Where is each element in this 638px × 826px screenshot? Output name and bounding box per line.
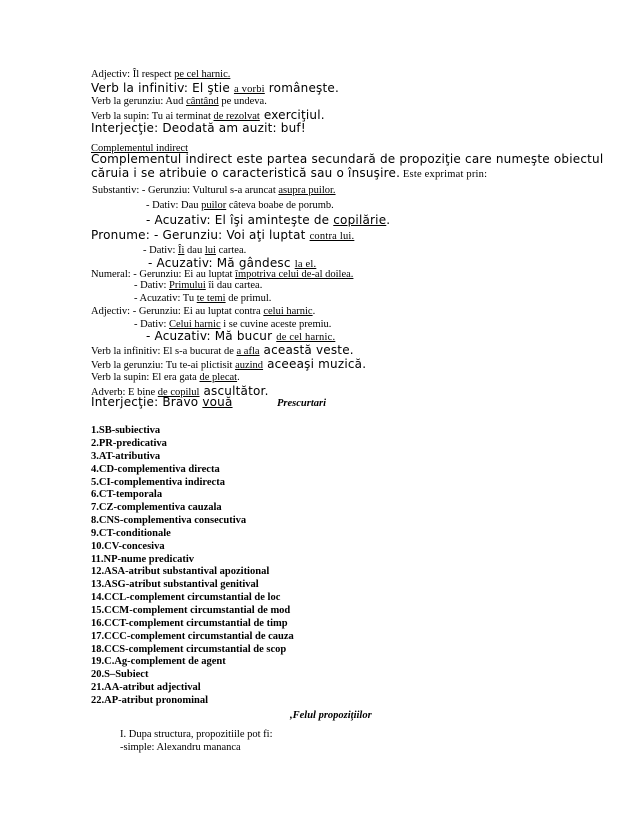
pronume-acuzativ: - Acuzativ: Mă gândesc la el.: [148, 256, 317, 270]
numeral-acuzativ: - Acuzativ: Tu te temi de primul.: [134, 293, 272, 304]
example-verb-infinitiv: Verb la infinitiv: El ştie a vorbi româneşte.: [91, 81, 340, 95]
list-item: 7.CZ-complementiva cauzala: [91, 502, 222, 513]
adjectiv-dativ: - Dativ: Celui harnic i se cuvine aceste premiu.: [134, 319, 332, 330]
list-item: 4.CD-complementiva directa: [91, 464, 220, 475]
example-verb-gerunziu: Verb la gerunziu: Aud cântând pe undeva.: [91, 96, 267, 107]
ci-verb-gerunziu: Verb la gerunziu: Tu te-ai plictisit auzind aceeaşi muzică.: [91, 357, 367, 371]
pronume-gerunziu: Pronume: - Gerunziu: Voi aţi luptat contra lui.: [91, 228, 355, 242]
adjectiv-acuzativ: - Acuzativ: Mă bucur de cel harnic.: [146, 329, 336, 343]
ci-adverb: Adverb: E bine de copilul ascultător.: [91, 384, 269, 398]
list-item: 16.CCT-complement circumstantial de timp: [91, 618, 288, 629]
list-item: 19.C.Ag-complement de agent: [91, 656, 226, 667]
section-heading-complementul-indirect: Complementul indirect: [91, 143, 189, 154]
example-verb-supin: Verb la supin: Tu ai terminat de rezolvat exerciţiul.: [91, 108, 325, 122]
definition-line-1: Complementul indirect este partea secundară de propoziţie care numeşte obiectul: [91, 152, 604, 166]
list-item: 18.CCS-complement circumstantial de scop: [91, 644, 287, 655]
ci-verb-supin: Verb la supin: El era gata de plecat.: [91, 372, 240, 383]
heading-felul-propozitiilor: ,Felul propoziţiilor: [290, 710, 372, 721]
ci-verb-infinitiv: Verb la infinitiv: El s-a bucurat de a afla această veste.: [91, 343, 354, 357]
adjectiv-gerunziu: Adjectiv: - Gerunziu: Ei au luptat contra celui harnic.: [91, 306, 316, 317]
ci-interjectie: Interjecţie: Bravo vouă: [91, 395, 233, 409]
list-item: 10.CV-concesiva: [91, 541, 165, 552]
substantiv-gerunziu: Substantiv: - Gerunziu: Vulturul s-a aruncat asupra puilor.: [92, 185, 336, 196]
list-item: 2.PR-predicativa: [91, 438, 167, 449]
example-interjectie: Interjecţie: Deodată am auzit: buf!: [91, 121, 306, 135]
structure-simple: -simple: Alexandru mananca: [120, 742, 241, 753]
list-item: 6.CT-temporala: [91, 489, 163, 500]
list-item: 3.AT-atributiva: [91, 451, 161, 462]
list-item: 5.CI-complementiva indirecta: [91, 477, 225, 488]
list-item: 20.S–Subiect: [91, 669, 149, 680]
list-item: 13.ASG-atribut substantival genitival: [91, 579, 259, 590]
list-item: 12.ASA-atribut substantival apozitional: [91, 566, 270, 577]
substantiv-acuzativ: - Acuzativ: El îşi aminteşte de copilărie.: [146, 213, 391, 227]
list-item: 21.AA-atribut adjectival: [91, 682, 201, 693]
pronume-dativ: - Dativ: Îi dau lui cartea.: [143, 245, 247, 256]
definition-line-2: căruia i se atribuie o caracteristică sau o însuşire. Este exprimat prin:: [91, 166, 488, 180]
list-item: 8.CNS-complementiva consecutiva: [91, 515, 247, 526]
list-item: 22.AP-atribut pronominal: [91, 695, 209, 706]
list-item: 11.NP-nume predicativ: [91, 554, 195, 565]
numeral-gerunziu: Numeral: - Gerunziu: Ei au luptat împotriva celui de-al doilea.: [91, 269, 354, 280]
numeral-dativ: - Dativ: Primului îi dau cartea.: [134, 280, 263, 291]
substantiv-dativ: - Dativ: Dau puilor câteva boabe de porumb.: [146, 200, 334, 211]
list-item: 15.CCM-complement circumstantial de mod: [91, 605, 291, 616]
structure-intro: I. Dupa structura, propozitiile pot fi:: [120, 729, 273, 740]
heading-prescurtari: Prescurtari: [277, 398, 327, 409]
list-item: 9.CT-conditionale: [91, 528, 171, 539]
example-adjectiv: Adjectiv: Îl respect pe cel harnic.: [91, 69, 231, 80]
list-item: 17.CCC-complement circumstantial de cauza: [91, 631, 294, 642]
list-item: 1.SB-subiectiva: [91, 425, 161, 436]
list-item: 14.CCL-complement circumstantial de loc: [91, 592, 281, 603]
